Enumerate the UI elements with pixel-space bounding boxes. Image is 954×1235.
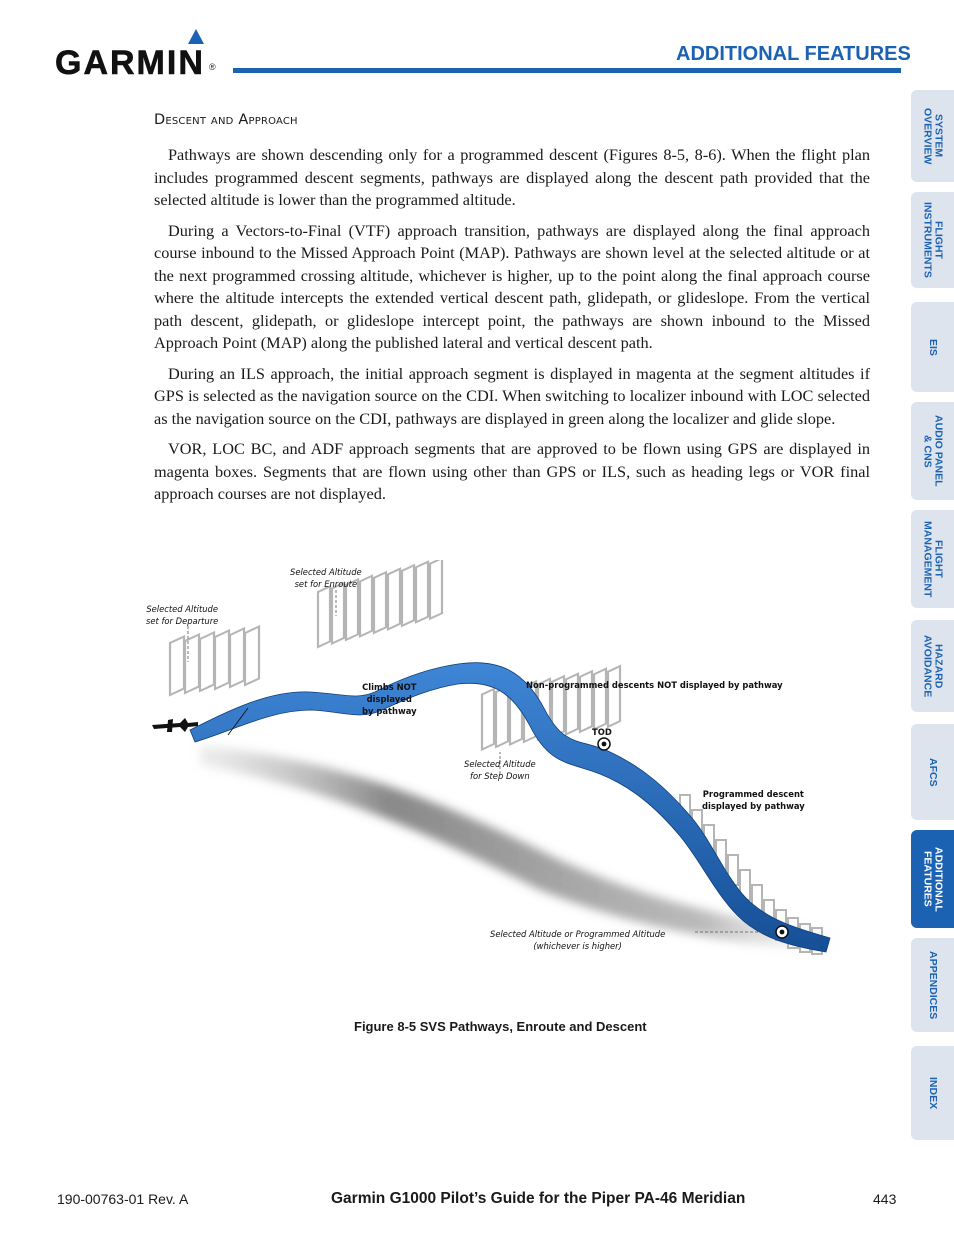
body-text	[154, 144, 870, 514]
paragraph: During an ILS approach, the initial approach segment is displayed in magenta at the segment altitudes if GPS is selected as the navigation source on the CDI. When switching to localizer inbound with LOC selected as the navigation source on the CDI, pathways are displayed in green along the localizer and glide slope.	[154, 363, 870, 428]
label-selected-or-programmed: Selected Altitude or Programmed Altitude (whichever is higher)	[490, 929, 666, 951]
footer-doc-number: 190-00763-01 Rev. A	[57, 1191, 189, 1207]
footer-page-number: 443	[873, 1191, 897, 1207]
registered-mark: ®	[209, 62, 216, 72]
tab-label: INDEX	[927, 1076, 939, 1110]
tab-flight-management[interactable]	[911, 510, 954, 608]
label-climbs-not-displayed: Climbs NOT displayed by pathway	[362, 682, 417, 716]
tab-label: HAZARD AVOIDANCE	[921, 634, 945, 698]
label-selected-altitude-enroute: Selected Altitude set for Enroute	[290, 567, 362, 589]
tab-label: APPENDICES	[927, 950, 939, 1020]
tab-label: AUDIO PANEL & CNS	[921, 415, 945, 487]
logo-text: GARMIN	[55, 44, 205, 82]
subsection-title: Descent and Approach	[154, 112, 298, 128]
paragraph: During a Vectors-to-Final (VTF) approach transition, pathways are displayed along the final approach course inbound to the Missed Approach Point (MAP). Pathways are shown level at the selected altitude or at the next programmed crossing altitude, whichever is higher, up to the point along the final approach course where the altitude intercepts the extended vertical descent path, glidepath, or glideslope. From the vertical path descent, glidepath, or glideslope intercept point, the pathways are shown inbound to the Missed Approach Point (MAP) along the published lateral and vertical descent path.	[154, 220, 870, 352]
tab-label: EIS	[927, 338, 939, 356]
tab-flight-instruments[interactable]	[911, 192, 954, 288]
tab-hazard-avoidance[interactable]	[911, 620, 954, 712]
tab-eis[interactable]	[911, 302, 954, 392]
header-rule	[233, 68, 901, 73]
svs-pathway-figure	[140, 560, 860, 980]
tod-marker-icon	[598, 738, 610, 750]
tab-afcs[interactable]	[911, 724, 954, 820]
tab-additional-features[interactable]	[911, 830, 954, 928]
figure-caption: Figure 8-5 SVS Pathways, Enroute and Descent	[354, 1019, 647, 1034]
paragraph: Pathways are shown descending only for a programmed descent (Figures 8-5, 8-6). When the flight plan includes programmed descent segments, pathways are displayed along the descent path provided that the selected altitude is lower than the programmed altitude.	[154, 145, 870, 209]
tab-index[interactable]	[911, 1046, 954, 1140]
label-tod: TOD	[592, 727, 612, 737]
tab-label: FLIGHT INSTRUMENTS	[921, 202, 945, 278]
label-programmed-descent: Programmed descent displayed by pathway	[702, 789, 805, 811]
tab-label: ADDITIONAL FEATURES	[921, 846, 945, 912]
tab-label: AFCS	[927, 757, 939, 787]
section-title: ADDITIONAL FEATURES	[676, 43, 911, 65]
tab-appendices[interactable]	[911, 938, 954, 1032]
garmin-triangle-icon	[187, 28, 205, 46]
tab-label: FLIGHT MANAGEMENT	[921, 520, 945, 598]
label-selected-altitude-departure: Selected Altitude set for Departure	[146, 604, 219, 626]
paragraph: VOR, LOC BC, and ADF approach segments that are approved to be flown using GPS are displayed in magenta boxes. Segments that are flown using other than GPS or ILS, such as heading legs or VOR final approach courses are not displayed.	[154, 439, 870, 503]
footer-title: Garmin G1000 Pilot’s Guide for the Piper PA-46 Meridian	[331, 1190, 746, 1207]
bottom-target-icon	[776, 926, 788, 938]
tab-system-overview[interactable]	[911, 90, 954, 182]
tab-audio-panel-cns[interactable]	[911, 402, 954, 500]
label-non-programmed-descents: Non-programmed descents NOT displayed by pathway	[526, 680, 783, 690]
departure-boxes	[170, 627, 259, 696]
garmin-logo	[55, 28, 217, 82]
tab-label: SYSTEM OVERVIEW	[921, 107, 945, 165]
label-step-down: Selected Altitude for Step Down	[464, 759, 536, 781]
